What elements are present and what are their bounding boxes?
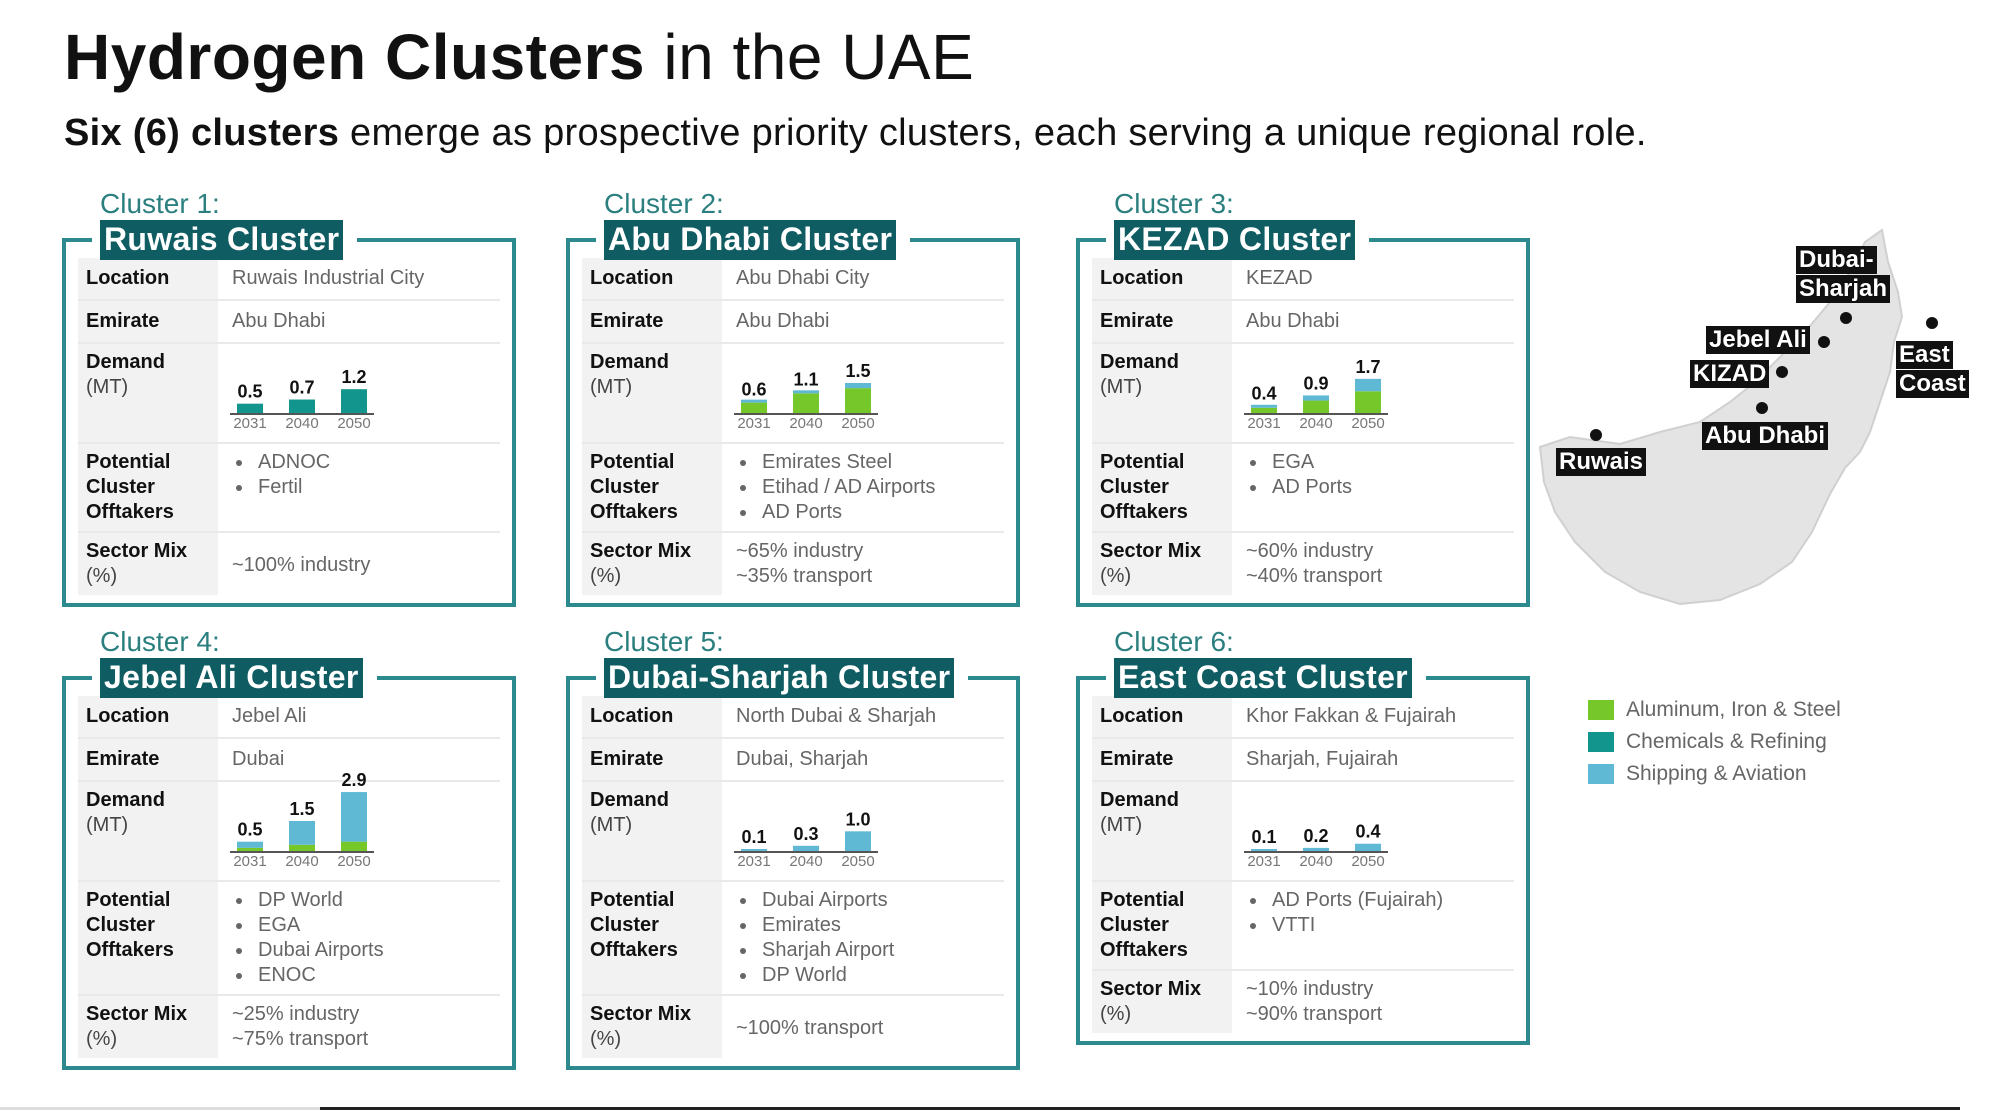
chart-legend [1588, 694, 1841, 790]
page-title [64, 20, 974, 94]
demand-bar-chart [728, 782, 898, 868]
offtaker-item: • Fertil [254, 475, 500, 500]
bar-value-label: 1.5 [289, 799, 315, 819]
demand-chart [722, 782, 1004, 880]
sector-row [582, 533, 1004, 595]
demand-row [1092, 344, 1514, 444]
offtakers-label-line: Cluster [590, 476, 659, 498]
location-label: Location [582, 696, 722, 737]
offtaker-item: • AD Ports (Fujairah) [1268, 888, 1514, 913]
bar-value-label: 0.9 [1303, 373, 1329, 394]
sector-row [1092, 533, 1514, 595]
emirate-value: Dubai [232, 748, 285, 770]
demand-label [582, 344, 722, 442]
offtakers-label-line: Potential [1100, 889, 1185, 911]
sector-label [1092, 533, 1232, 595]
page-title-rest: in the UAE [663, 21, 975, 93]
offtaker-item: • AD Ports [1268, 475, 1514, 500]
demand-row [582, 782, 1004, 882]
kizad-dot [1776, 366, 1788, 378]
bar-segment [1355, 379, 1381, 391]
cluster-name: Ruwais Cluster [100, 220, 343, 260]
offtakers-row [78, 882, 500, 996]
dubai-sharjah-label-1: Dubai- [1796, 246, 1877, 274]
sector-unit: (%) [590, 1028, 622, 1050]
cluster-frame [62, 676, 516, 1070]
x-tick-label: 2040 [285, 853, 319, 870]
emirate-value: Abu Dhabi [736, 310, 830, 332]
offtakers-label-line: Potential [590, 889, 675, 911]
location-label: Location [78, 696, 218, 737]
sector-unit: (%) [1100, 1003, 1132, 1025]
bar-segment [741, 403, 767, 414]
cluster-frame [1076, 676, 1530, 1045]
emirate-label: Emirate [582, 301, 722, 342]
sector-unit: (%) [1100, 565, 1132, 587]
cluster-table [1092, 696, 1514, 1033]
demand-chart [722, 344, 1004, 442]
bar-segment [1303, 401, 1329, 414]
cluster-frame [62, 238, 516, 607]
legend-label: Aluminum, Iron & Steel [1626, 698, 1841, 721]
cluster-number: Cluster 6: [1114, 626, 1234, 657]
emirate-value: Abu Dhabi [1246, 310, 1340, 332]
kizad-label: KIZAD [1690, 360, 1769, 388]
bar-segment [845, 383, 871, 388]
cluster-name: Jebel Ali Cluster [100, 658, 363, 698]
offtakers-row [582, 882, 1004, 996]
location-label: Location [582, 258, 722, 299]
location-row [582, 696, 1004, 739]
cluster-table [582, 696, 1004, 1058]
offtakers-label-line: Offtakers [86, 501, 174, 523]
demand-label [1092, 344, 1232, 442]
sector-line: ~10% industry [1246, 978, 1374, 1000]
demand-unit: (MT) [86, 814, 129, 836]
offtakers-value [722, 882, 1004, 994]
bar-segment [1251, 405, 1277, 408]
bar-value-label: 1.2 [341, 367, 367, 388]
location-row [78, 258, 500, 301]
cluster-table [78, 258, 500, 595]
location-row [78, 696, 500, 739]
abu-dhabi-label: Abu Dhabi [1702, 422, 1828, 450]
offtaker-item: • DP World [254, 888, 500, 913]
bar-value-label: 0.7 [289, 377, 315, 398]
offtakers-label-line: Cluster [86, 914, 155, 936]
offtakers-label-line: Offtakers [590, 939, 678, 961]
cluster-name: East Coast Cluster [1114, 658, 1412, 698]
offtakers-list [736, 450, 1004, 525]
location-value: North Dubai & Sharjah [736, 705, 937, 727]
x-tick-label: 2040 [789, 853, 823, 870]
demand-label-text: Demand [590, 789, 669, 811]
location-value: KEZAD [1246, 267, 1313, 289]
location-row [1092, 258, 1514, 301]
abu-dhabi-dot [1756, 402, 1768, 414]
emirate-row [1092, 739, 1514, 782]
offtakers-label-line: Cluster [1100, 914, 1169, 936]
bar-segment [289, 821, 315, 845]
bar-segment [793, 390, 819, 393]
emirate-row [582, 301, 1004, 344]
sector-label [78, 533, 218, 595]
sector-line: ~35% transport [736, 565, 873, 587]
cluster-table [1092, 258, 1514, 595]
bar-segment [237, 404, 263, 414]
offtakers-value [218, 444, 500, 531]
offtaker-item: • ENOC [254, 963, 500, 988]
sector-value [722, 533, 1004, 595]
offtakers-row [78, 444, 500, 533]
offtaker-item: • EGA [254, 913, 500, 938]
bar-segment [289, 400, 315, 414]
sector-unit: (%) [86, 1028, 118, 1050]
offtakers-label-line: Cluster [1100, 476, 1169, 498]
offtakers-label-line: Potential [86, 889, 171, 911]
offtakers-row [1092, 882, 1514, 971]
bar-segment [1355, 844, 1381, 852]
bar-segment [1355, 391, 1381, 414]
offtakers-label-line: Potential [86, 451, 171, 473]
offtaker-item: • Emirates Steel [758, 450, 1004, 475]
offtakers-label-line: Offtakers [86, 939, 174, 961]
offtakers-label-line: Offtakers [1100, 939, 1188, 961]
bottom-rule [320, 1107, 1960, 1110]
sector-row [78, 533, 500, 595]
bar-value-label: 2.9 [341, 770, 367, 791]
cluster-frame [566, 238, 1020, 607]
bar-value-label: 0.2 [1303, 825, 1329, 846]
demand-label [582, 782, 722, 880]
bar-segment [289, 845, 315, 852]
bar-segment [793, 393, 819, 414]
offtakers-list [1246, 450, 1514, 500]
x-tick-label: 2031 [233, 853, 267, 870]
offtakers-list [1246, 888, 1514, 938]
page-subtitle-bold: Six (6) clusters [64, 112, 340, 154]
offtaker-item: • Emirates [758, 913, 1004, 938]
bar-segment [341, 389, 367, 414]
sector-label-text: Sector Mix [86, 1003, 188, 1025]
offtakers-row [582, 444, 1004, 533]
legend-swatch [1588, 732, 1614, 752]
sector-line: ~25% industry [232, 1003, 360, 1025]
demand-unit: (MT) [590, 376, 633, 398]
emirate-label: Emirate [582, 739, 722, 780]
demand-label [78, 344, 218, 442]
x-tick-label: 2050 [841, 853, 875, 870]
demand-unit: (MT) [1100, 376, 1143, 398]
demand-bar-chart [1238, 344, 1408, 430]
emirate-row [78, 301, 500, 344]
cluster-frame [1076, 238, 1530, 607]
sector-line: ~100% industry [232, 554, 371, 576]
sector-label-text: Sector Mix [86, 540, 188, 562]
bar-value-label: 0.5 [237, 819, 263, 840]
bar-value-label: 0.1 [1251, 827, 1277, 847]
demand-row [1092, 782, 1514, 882]
cluster-number: Cluster 5: [604, 626, 724, 657]
offtakers-value [218, 882, 500, 994]
location-row [1092, 696, 1514, 739]
sector-label-text: Sector Mix [590, 540, 692, 562]
bar-value-label: 0.3 [793, 823, 819, 844]
legend-item [1588, 726, 1841, 758]
location-value: Jebel Ali [232, 705, 307, 727]
offtaker-item: • Etihad / AD Airports [758, 475, 1004, 500]
emirate-label: Emirate [1092, 301, 1232, 342]
demand-bar-chart [1238, 782, 1408, 868]
x-tick-label: 2031 [737, 853, 771, 870]
offtaker-item: • VTTI [1268, 913, 1514, 938]
cluster-table [582, 258, 1004, 595]
sector-label-text: Sector Mix [1100, 540, 1202, 562]
sector-label [1092, 971, 1232, 1033]
demand-row [78, 344, 500, 444]
demand-unit: (MT) [1100, 814, 1143, 836]
offtakers-label-line: Offtakers [1100, 501, 1188, 523]
demand-chart [218, 344, 500, 442]
offtakers-row [1092, 444, 1514, 533]
offtakers-list [232, 888, 500, 988]
bar-value-label: 0.5 [237, 381, 263, 402]
sector-line: ~75% transport [232, 1028, 369, 1050]
demand-chart [1232, 782, 1514, 880]
location-label: Location [1092, 258, 1232, 299]
demand-row [78, 770, 500, 882]
bar-value-label: 1.5 [845, 361, 871, 381]
sector-label [582, 533, 722, 595]
offtakers-list [232, 450, 500, 500]
legend-item [1588, 758, 1841, 790]
cluster-frame [566, 676, 1020, 1070]
legend-item [1588, 694, 1841, 726]
ruwais-dot [1590, 429, 1602, 441]
demand-unit: (MT) [590, 814, 633, 836]
sector-line: ~65% industry [736, 540, 864, 562]
location-row [582, 258, 1004, 301]
legend-swatch [1588, 700, 1614, 720]
emirate-label: Emirate [78, 301, 218, 342]
bar-value-label: 0.1 [741, 827, 767, 847]
demand-bar-chart [224, 344, 394, 430]
sector-value [722, 996, 1004, 1058]
x-tick-label: 2031 [233, 415, 267, 432]
bar-segment [1303, 395, 1329, 400]
offtakers-list [736, 888, 1004, 988]
offtakers-label [1092, 444, 1232, 531]
cluster-number: Cluster 2: [604, 188, 724, 219]
demand-label-text: Demand [86, 351, 165, 373]
cluster-name: Dubai-Sharjah Cluster [604, 658, 954, 698]
x-tick-label: 2050 [1351, 853, 1385, 870]
offtakers-label [78, 882, 218, 994]
dubai-sharjah-dot [1840, 312, 1852, 324]
cluster-number: Cluster 1: [100, 188, 220, 219]
sector-row [1092, 971, 1514, 1033]
demand-chart [1232, 344, 1514, 442]
sector-value [218, 996, 500, 1058]
page-subtitle [64, 112, 1647, 155]
location-value: Ruwais Industrial City [232, 267, 425, 289]
location-label: Location [1092, 696, 1232, 737]
demand-label-text: Demand [590, 351, 669, 373]
sector-line: ~100% transport [736, 1017, 884, 1039]
x-tick-label: 2031 [737, 415, 771, 432]
sector-label [78, 996, 218, 1058]
location-value: Abu Dhabi City [736, 267, 870, 289]
emirate-row [1092, 301, 1514, 344]
x-tick-label: 2050 [1351, 415, 1385, 432]
offtaker-item: • AD Ports [758, 500, 1004, 525]
x-tick-label: 2040 [1299, 415, 1333, 432]
x-tick-label: 2050 [337, 415, 371, 432]
cluster-number: Cluster 4: [100, 626, 220, 657]
sector-label [582, 996, 722, 1058]
emirate-row [582, 739, 1004, 782]
cluster-name: KEZAD Cluster [1114, 220, 1355, 260]
east-coast-label-1: East [1896, 341, 1953, 369]
jebel-ali-label: Jebel Ali [1706, 326, 1810, 354]
bar-value-label: 1.1 [793, 369, 819, 390]
offtaker-item: • ADNOC [254, 450, 500, 475]
demand-row [582, 344, 1004, 444]
jebel-ali-dot [1818, 336, 1830, 348]
demand-unit: (MT) [86, 376, 129, 398]
sector-label-text: Sector Mix [1100, 978, 1202, 1000]
bottom-rule-left [0, 1107, 320, 1110]
dubai-sharjah-label-2: Sharjah [1796, 275, 1890, 303]
demand-label-text: Demand [1100, 351, 1179, 373]
ruwais-label: Ruwais [1556, 448, 1646, 476]
sector-line: ~40% transport [1246, 565, 1383, 587]
location-label: Location [78, 258, 218, 299]
offtaker-item: • DP World [758, 963, 1004, 988]
offtaker-item: • Sharjah Airport [758, 938, 1004, 963]
emirate-label: Emirate [78, 739, 218, 780]
cluster-number: Cluster 3: [1114, 188, 1234, 219]
offtakers-label [582, 882, 722, 994]
sector-line: ~90% transport [1246, 1003, 1383, 1025]
offtakers-label-line: Cluster [590, 914, 659, 936]
offtakers-label-line: Potential [1100, 451, 1185, 473]
bar-segment [845, 388, 871, 414]
emirate-value: Dubai, Sharjah [736, 748, 869, 770]
sector-row [582, 996, 1004, 1058]
bar-value-label: 0.6 [741, 379, 767, 400]
sector-value [1232, 533, 1514, 595]
offtakers-label-line: Potential [590, 451, 675, 473]
location-value: Khor Fakkan & Fujairah [1246, 705, 1457, 727]
offtakers-label [1092, 882, 1232, 969]
page-subtitle-rest: emerge as prospective priority clusters, each serving a unique regional role. [350, 112, 1647, 154]
bar-value-label: 0.4 [1251, 383, 1277, 404]
x-tick-label: 2031 [1247, 415, 1281, 432]
demand-label [1092, 782, 1232, 880]
x-tick-label: 2040 [789, 415, 823, 432]
x-tick-label: 2031 [1247, 853, 1281, 870]
bar-segment [845, 831, 871, 852]
x-tick-label: 2050 [841, 415, 875, 432]
sector-value [1232, 971, 1514, 1033]
sector-unit: (%) [590, 565, 622, 587]
legend-label: Shipping & Aviation [1626, 762, 1807, 785]
offtakers-label [78, 444, 218, 531]
legend-label: Chemicals & Refining [1626, 730, 1827, 753]
x-tick-label: 2040 [285, 415, 319, 432]
cluster-name: Abu Dhabi Cluster [604, 220, 896, 260]
bar-value-label: 0.4 [1355, 821, 1381, 842]
x-tick-label: 2050 [337, 853, 371, 870]
emirate-value: Abu Dhabi [232, 310, 326, 332]
offtaker-item: • Dubai Airports [254, 938, 500, 963]
sector-value [218, 533, 500, 595]
sector-line: ~60% industry [1246, 540, 1374, 562]
east-coast-dot [1926, 317, 1938, 329]
demand-label-text: Demand [86, 789, 165, 811]
offtakers-value [1232, 882, 1514, 969]
offtakers-label [582, 444, 722, 531]
offtaker-item: • EGA [1268, 450, 1514, 475]
sector-unit: (%) [86, 565, 118, 587]
offtakers-value [1232, 444, 1514, 531]
demand-chart [218, 770, 500, 880]
emirate-value: Sharjah, Fujairah [1246, 748, 1399, 770]
offtakers-label-line: Cluster [86, 476, 155, 498]
sector-row [78, 996, 500, 1058]
sector-label-text: Sector Mix [590, 1003, 692, 1025]
east-coast-label-2: Coast [1896, 370, 1969, 398]
bar-segment [741, 400, 767, 403]
bar-segment [341, 792, 367, 842]
emirate-label: Emirate [1092, 739, 1232, 780]
demand-bar-chart [728, 344, 898, 430]
bar-value-label: 1.7 [1355, 356, 1381, 377]
emirate-row [78, 739, 500, 782]
demand-bar-chart [224, 770, 394, 870]
demand-label-text: Demand [1100, 789, 1179, 811]
x-tick-label: 2040 [1299, 853, 1333, 870]
bar-value-label: 1.0 [845, 809, 871, 830]
uae-map [1530, 232, 1970, 612]
bar-segment [237, 842, 263, 848]
legend-swatch [1588, 764, 1614, 784]
cluster-table [78, 696, 500, 1058]
demand-label [78, 782, 218, 880]
bar-segment [341, 842, 367, 852]
offtakers-value [722, 444, 1004, 531]
offtakers-label-line: Offtakers [590, 501, 678, 523]
page-title-bold: Hydrogen Clusters [64, 21, 646, 93]
offtaker-item: • Dubai Airports [758, 888, 1004, 913]
